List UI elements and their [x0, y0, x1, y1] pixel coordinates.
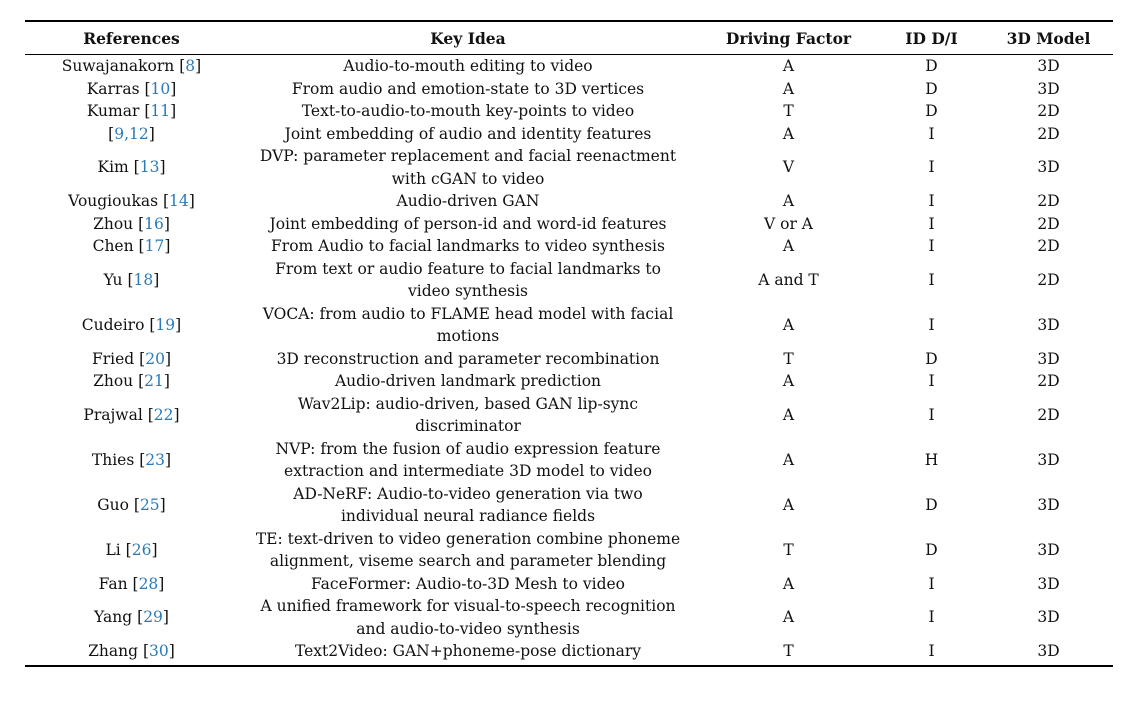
3d-model-cell: 2D [1037, 124, 1060, 143]
3d-model-cell: 3D [1037, 349, 1060, 368]
id-di-cell: I [928, 372, 935, 390]
header-row [25, 21, 1113, 55]
author-name: Kumar [86, 102, 145, 120]
key-idea-cell [238, 100, 698, 123]
driving-factor-cell: T [698, 640, 879, 666]
reference-cell: Yang [29] [94, 608, 169, 627]
author-name: Suwajanakorn [61, 57, 180, 75]
key-idea-text: Joint embedding of person-id and word-id features [269, 214, 667, 233]
citation-link[interactable]: 30 [149, 642, 169, 660]
key-idea-text: VOCA: from audio to FLAME head model with facial motions [262, 304, 674, 345]
reference-cell: Yu [18] [103, 270, 160, 289]
id-di-cell: I [928, 192, 935, 210]
3d-model-cell: 3D [1037, 495, 1060, 514]
driving-factor-cell: T [783, 349, 794, 368]
key-idea-text: NVP: from the fusion of audio expression feature extraction and intermediate 3D model to video [275, 439, 661, 480]
author-name: Zhou [93, 214, 139, 233]
3d-model-cell: 2D [1037, 102, 1060, 120]
reference-cell: Li [26] [105, 540, 158, 559]
key-idea-text: FaceFormer: Audio-to-3D Mesh to video [310, 574, 626, 593]
citation-link[interactable]: 16 [144, 214, 164, 233]
table-row [25, 100, 1113, 123]
citation-link[interactable]: 21 [144, 372, 164, 390]
key-idea-cell [238, 258, 698, 303]
driving-factor-cell: A [782, 450, 795, 469]
key-idea-text: Audio-driven landmark prediction [334, 372, 602, 390]
table-row [25, 213, 1113, 236]
key-idea-text: Text2Video: GAN+phoneme-pose dictionary [295, 642, 641, 660]
key-idea-text: From audio and emotion-state to 3D vertices [291, 79, 645, 98]
table-row [25, 55, 1113, 78]
driving-factor-cell: A [782, 315, 795, 334]
author-name: Kim [97, 158, 134, 177]
3d-model-cell: 2D [1037, 405, 1060, 424]
author-name: Li [105, 540, 126, 559]
header-driving-factor: Driving Factor [698, 21, 879, 55]
table-row [25, 78, 1113, 101]
id-di-cell: I [928, 124, 935, 143]
key-idea-text: From text or audio feature to facial landmarks to video synthesis [275, 259, 661, 300]
citation-link[interactable]: 9,12 [114, 124, 149, 143]
key-idea-cell [238, 235, 698, 258]
author-name: Guo [97, 495, 134, 514]
id-di-cell: H [924, 450, 939, 469]
citation-link[interactable]: 11 [150, 102, 171, 120]
reference-cell: Guo [25] [97, 495, 166, 514]
id-di-cell: I [928, 405, 935, 424]
driving-factor-cell: A [782, 574, 795, 593]
driving-factor-cell: A [782, 372, 795, 390]
reference-cell: [9,12] [108, 124, 155, 143]
table-header [25, 21, 1113, 55]
methods-table-container [25, 20, 1113, 667]
id-di-cell: I [928, 237, 935, 255]
citation-link[interactable]: 29 [143, 608, 163, 627]
3d-model-cell: 3D [1037, 540, 1060, 559]
key-idea-text: AD-NeRF: Audio-to-video generation via two individual neural radiance fields [293, 484, 643, 525]
key-idea-cell [238, 145, 698, 190]
key-idea-text: From Audio to facial landmarks to video synthesis [271, 237, 665, 255]
reference-cell: Prajwal [22] [83, 405, 180, 424]
id-di-cell: I [928, 214, 935, 233]
driving-factor-cell: T [783, 102, 794, 120]
header-3d-model: 3D Model [984, 21, 1113, 55]
author-name: Zhang [88, 642, 143, 660]
3d-model-cell: 3D [1037, 608, 1060, 627]
key-idea-text: 3D reconstruction and parameter recombination [276, 349, 660, 368]
key-idea-cell [238, 123, 698, 146]
author-name: Fan [98, 574, 133, 593]
key-idea-text: DVP: parameter replacement and facial reenactment with cGAN to video [259, 147, 677, 188]
key-idea-text: Audio-driven GAN [396, 192, 540, 210]
id-di-cell: D [925, 495, 938, 514]
3d-model-cell: 2D [1037, 214, 1060, 233]
citation-link[interactable]: 13 [139, 158, 160, 177]
header-references: References [25, 21, 238, 55]
table-row [25, 393, 1113, 438]
id-di-cell: I [928, 574, 935, 593]
table-row [25, 348, 1113, 371]
citation-link[interactable]: 8 [185, 57, 196, 75]
driving-factor-cell: A [782, 495, 795, 514]
reference-cell: Fried [20] [91, 349, 171, 368]
citation-link[interactable]: 23 [145, 450, 166, 469]
author-name: Karras [86, 79, 145, 98]
id-di-cell: D [925, 57, 938, 75]
key-idea-cell [238, 190, 698, 213]
reference-cell: Cudeiro [19] [81, 315, 182, 334]
id-di-cell: I [928, 158, 935, 177]
reference-cell: Karras [10] [86, 79, 177, 98]
author-name: Cudeiro [81, 315, 150, 334]
3d-model-cell: 3D [1037, 57, 1060, 75]
3d-model-cell: 3D [1037, 315, 1060, 334]
citation-link[interactable]: 26 [131, 540, 152, 559]
author-name: Thies [91, 450, 140, 469]
driving-factor-cell: A [782, 124, 795, 143]
3d-model-cell: 3D [1037, 79, 1060, 98]
driving-factor-cell: A [782, 405, 795, 424]
table-row [25, 190, 1113, 213]
id-di-cell: I [879, 640, 984, 666]
reference-cell: Kumar [11] [86, 102, 177, 120]
header-id-di: ID D/I [879, 21, 984, 55]
3d-model-cell: 2D [1037, 372, 1060, 390]
key-idea-text: Text-to-audio-to-mouth key-points to video [301, 102, 635, 120]
table-row [25, 123, 1113, 146]
methods-comparison-table [25, 20, 1113, 667]
author-name: Vougioukas [68, 192, 163, 210]
key-idea-cell [238, 438, 698, 483]
reference-cell: Zhou [21] [93, 372, 170, 390]
key-idea-text: A unified framework for visual-to-speech recognition and audio-to-video synthesis [260, 597, 676, 638]
citation-link[interactable]: 18 [133, 270, 154, 289]
author-name: Fried [91, 349, 140, 368]
key-idea-text: Joint embedding of audio and identity features [284, 124, 652, 143]
key-idea-text: Wav2Lip: audio-driven, based GAN lip-sync discriminator [297, 394, 639, 435]
key-idea-cell [238, 213, 698, 236]
header-key-idea: Key Idea [238, 21, 698, 55]
author-name: Chen [92, 237, 139, 255]
key-idea-cell [238, 78, 698, 101]
table-row [25, 483, 1113, 528]
author-name: Yang [94, 608, 138, 627]
table-row [25, 370, 1113, 393]
driving-factor-cell: A [782, 237, 795, 255]
key-idea-cell [238, 348, 698, 371]
table-row [25, 438, 1113, 483]
reference-cell: Kim [13] [97, 158, 166, 177]
author-name: Zhou [93, 372, 139, 390]
citation-link[interactable]: 19 [155, 315, 176, 334]
table-row [25, 640, 1113, 666]
citation-link[interactable]: 14 [169, 192, 189, 210]
3d-model-cell: 2D [1037, 237, 1060, 255]
driving-factor-cell: T [783, 540, 794, 559]
driving-factor-cell: A [782, 192, 795, 210]
key-idea-cell [238, 595, 698, 640]
driving-factor-cell: V [782, 158, 795, 177]
key-idea-cell [238, 370, 698, 393]
3d-model-cell: 3D [1037, 158, 1060, 177]
table-row [25, 235, 1113, 258]
key-idea-cell [238, 303, 698, 348]
table-row [25, 258, 1113, 303]
citation-link[interactable]: 28 [138, 574, 159, 593]
table-row [25, 573, 1113, 596]
id-di-cell: I [928, 270, 935, 289]
reference-cell: Vougioukas [14] [68, 192, 195, 210]
id-di-cell: I [928, 608, 935, 627]
3d-model-cell: 3D [1037, 574, 1060, 593]
table-row [25, 528, 1113, 573]
reference-cell: Chen [17] [92, 237, 171, 255]
3d-model-cell: 3D [984, 640, 1113, 666]
3d-model-cell: 2D [1037, 270, 1060, 289]
reference-cell: Fan [28] [98, 574, 165, 593]
driving-factor-cell: A [782, 79, 795, 98]
reference-cell: Thies [23] [91, 450, 172, 469]
3d-model-cell: 2D [1037, 192, 1060, 210]
table-row [25, 595, 1113, 640]
author-name: Prajwal [83, 405, 148, 424]
citation-link[interactable]: 17 [144, 237, 165, 255]
driving-factor-cell: V or A [764, 214, 813, 233]
driving-factor-cell: A [782, 608, 795, 627]
driving-factor-cell: A [782, 57, 795, 75]
table-body [25, 55, 1113, 666]
key-idea-cell [238, 640, 698, 666]
citation-link[interactable]: 20 [145, 349, 165, 368]
reference-cell: Suwajanakorn [8] [61, 57, 202, 75]
citation-link[interactable]: 25 [139, 495, 160, 514]
id-di-cell: D [925, 102, 938, 120]
id-di-cell: D [925, 349, 938, 368]
3d-model-cell: 3D [1037, 450, 1060, 469]
citation-link[interactable]: 10 [150, 79, 171, 98]
id-di-cell: D [925, 79, 938, 98]
id-di-cell: D [925, 540, 938, 559]
author-name: Yu [103, 270, 128, 289]
driving-factor-cell: A and T [758, 270, 819, 289]
table-row [25, 145, 1113, 190]
key-idea-cell [238, 573, 698, 596]
key-idea-cell [238, 55, 698, 78]
key-idea-cell [238, 393, 698, 438]
key-idea-text: Audio-to-mouth editing to video [343, 57, 593, 75]
key-idea-cell [238, 483, 698, 528]
key-idea-text: TE: text-driven to video generation combine phoneme alignment, viseme search and parameter blending [255, 529, 681, 570]
id-di-cell: I [928, 315, 935, 334]
reference-cell: Zhang [30] [25, 640, 238, 666]
key-idea-cell [238, 528, 698, 573]
citation-link[interactable]: 22 [153, 405, 174, 424]
reference-cell: Zhou [16] [93, 214, 170, 233]
table-row [25, 303, 1113, 348]
